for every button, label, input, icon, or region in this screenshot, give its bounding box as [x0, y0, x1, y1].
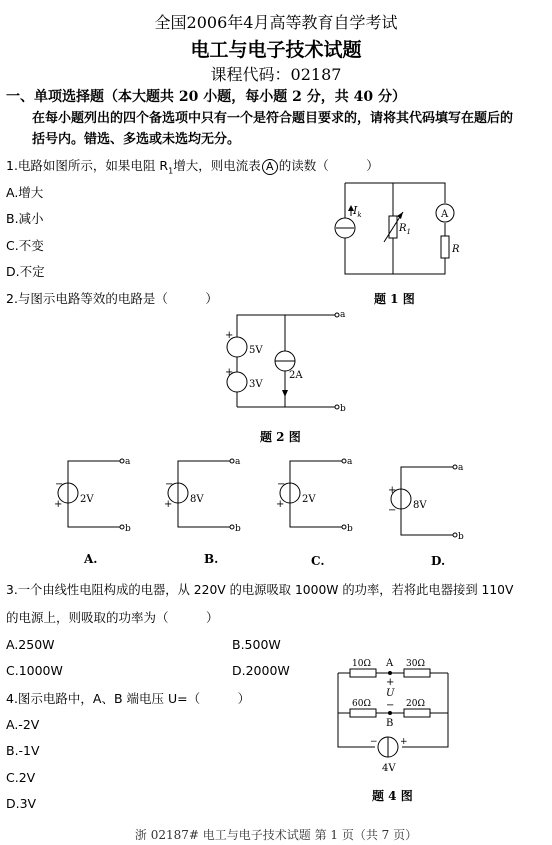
q3-option-c[interactable]: C.1000W [6, 663, 63, 678]
q4-option-a[interactable]: A.-2V [6, 717, 40, 732]
svg-text:a: a [347, 457, 353, 467]
question-3-line-1: 3.一个由线性电阻构成的电器，从 220V 的电源吸取 1000W 的功率，若将此电器接到 110V [6, 583, 514, 597]
fig4-u: U [386, 688, 395, 699]
figure-1-caption: 题 1 图 [374, 292, 415, 306]
optB-v: 8V [190, 494, 204, 505]
svg-text:+: + [54, 499, 63, 510]
fig4-node-a: A [386, 658, 394, 669]
exam-title: 全国2006年4月高等教育自学考试 [154, 13, 398, 32]
ammeter-symbol: A [262, 159, 278, 175]
q1-option-c[interactable]: C.不变 [6, 238, 44, 253]
figure-2-circuit [215, 305, 355, 450]
fig4-v: 4V [382, 763, 396, 774]
instruction-line-1: 在每小题列出的四个备选项中只有一个是符合题目要求的，请将其代码填写在题后的 [32, 111, 514, 126]
optA-v: 2V [80, 494, 94, 505]
meter-label: A [441, 209, 449, 220]
fig2-v2: 3V [249, 379, 263, 390]
q2-option-figures [40, 455, 500, 570]
figure-1-circuit [325, 178, 465, 310]
q1-option-a[interactable]: A.增大 [6, 185, 44, 200]
q3-option-a[interactable]: A.250W [6, 637, 55, 652]
ik-sub: k [357, 211, 362, 219]
svg-text:+: + [225, 330, 234, 341]
svg-text:+: + [164, 499, 173, 510]
section-title: 一、单项选择题（本大题共 20 小题，每小题 2 分，共 40 分） [6, 89, 406, 105]
r-label: R [452, 244, 460, 255]
q2-option-c[interactable]: C. [311, 554, 325, 568]
page-footer: 浙 02187# 电工与电子技术试题 第 1 页（共 7 页） [134, 828, 418, 842]
svg-text:a: a [235, 457, 241, 467]
q1-text-c: 的读数（ ） [278, 158, 379, 173]
fig4-r1: 10Ω [352, 659, 371, 669]
paper-title: 电工与电子技术试题 [190, 39, 362, 61]
q3-option-d[interactable]: D.2000W [232, 663, 290, 678]
question-4: 4.图示电路中，A、B 端电压 U=（ ） [6, 691, 251, 706]
q1-text-a: 1.电路如图所示，如果电阻 R [6, 158, 169, 173]
q1-text-b: 增大，则电流表 [173, 158, 261, 173]
svg-text:+: + [400, 737, 408, 747]
fig4-r4: 20Ω [406, 699, 425, 709]
svg-text:a: a [125, 457, 131, 467]
fig4-r2: 30Ω [406, 659, 425, 669]
q1-option-b[interactable]: B.减小 [6, 211, 44, 226]
course-code: 课程代码：02187 [210, 65, 342, 84]
question-1 [6, 156, 379, 176]
q4-option-b[interactable]: B.-1V [6, 743, 40, 758]
q4-option-c[interactable]: C.2V [6, 770, 36, 785]
q1-sub: 1 [168, 166, 174, 176]
r1-sub: 1 [406, 228, 411, 236]
ik-label: I [353, 204, 358, 217]
q2-option-d[interactable]: D. [431, 554, 446, 568]
fig2-v1: 5V [249, 345, 263, 356]
svg-text:−: − [370, 737, 378, 747]
question-3-line-2: 的电源上，则吸取的功率为（ ） [6, 610, 219, 625]
q4-option-d[interactable]: D.3V [6, 796, 37, 811]
q2-option-a[interactable]: A. [84, 552, 98, 566]
svg-text:b: b [125, 524, 131, 534]
fig2-a: a [340, 310, 346, 320]
svg-text:R1 [398, 223, 411, 236]
svg-text:−: − [277, 479, 286, 490]
question-2: 2.与图示电路等效的电路是（ ） [6, 291, 218, 306]
instruction-line-2: 括号内。错选、多选或未选均无分。 [32, 132, 241, 147]
svg-text:b: b [458, 532, 464, 542]
fig2-b: b [340, 404, 346, 414]
fig2-i: 2A [289, 370, 303, 381]
q1-option-d[interactable]: D.不定 [6, 264, 45, 279]
svg-text:+: + [225, 367, 234, 378]
fig4-minus: − [386, 700, 395, 711]
r1-label: R [399, 223, 407, 234]
svg-text:b: b [347, 524, 353, 534]
fig4-r3: 60Ω [352, 699, 371, 709]
fig4-node-b: B [386, 718, 394, 729]
svg-text:+: + [388, 485, 397, 496]
figure-4-caption: 题 4 图 [372, 789, 413, 803]
svg-text:−: − [165, 479, 174, 490]
q3-option-b[interactable]: B.500W [232, 637, 281, 652]
svg-text:+: + [276, 499, 285, 510]
optC-v: 2V [302, 494, 316, 505]
fig4-plus: + [386, 677, 395, 688]
svg-text:a: a [458, 463, 464, 473]
svg-text:−: − [55, 479, 64, 490]
optD-v: 8V [413, 500, 427, 511]
figure-2-caption: 题 2 图 [260, 430, 301, 444]
figure-4-circuit [330, 655, 460, 805]
svg-text:−: − [388, 505, 397, 516]
q2-option-b[interactable]: B. [204, 552, 219, 566]
svg-text:b: b [235, 524, 241, 534]
svg-text:Ik [352, 204, 362, 219]
